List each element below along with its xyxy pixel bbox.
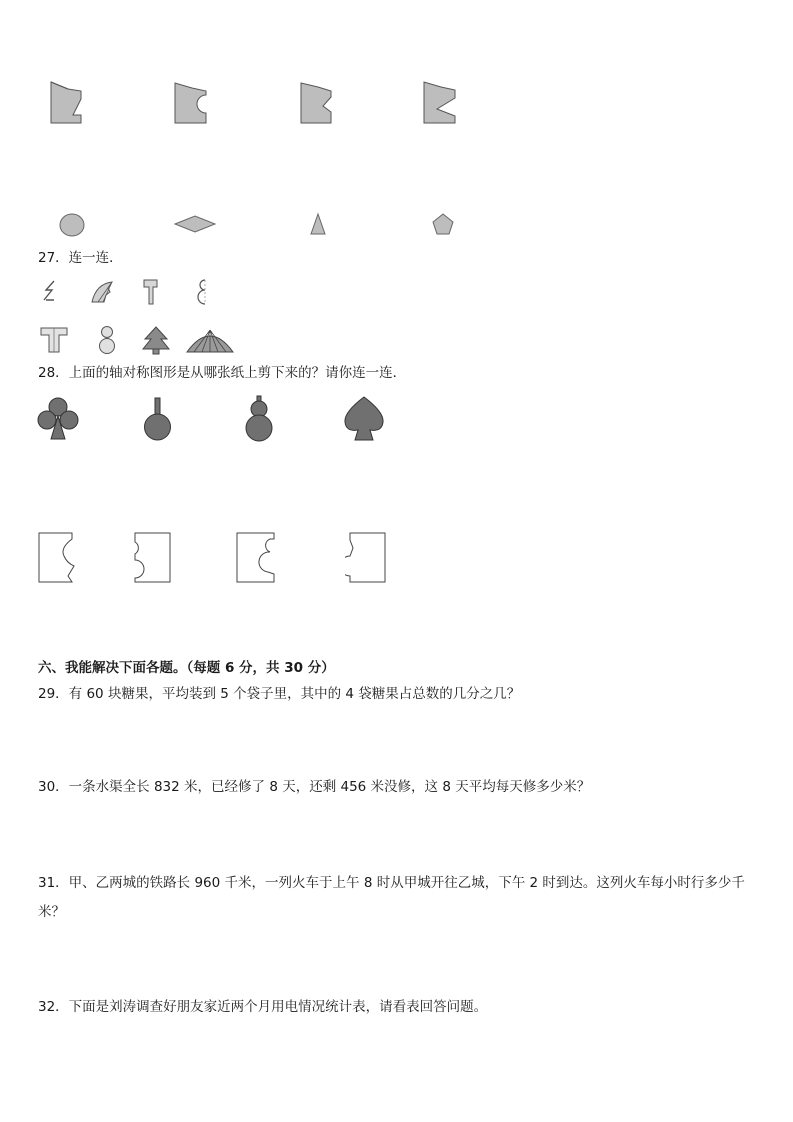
half-piece-snowman [193, 277, 209, 307]
gourd-shape [244, 394, 274, 444]
half-piece-umbrella [88, 278, 116, 306]
question-30: 30．一条水渠全长 832 米，已经修了 8 天，还剩 456 米没修，这 8 天平均每天修多少米？ [38, 779, 591, 795]
question-28: 28．上面的轴对称图形是从哪张纸上剪下来的？请你连一连． [38, 365, 407, 381]
section-6-title: 六、我能解决下面各题。（每题 6 分，共 30 分） [38, 660, 335, 676]
whole-snowman [95, 324, 119, 356]
pentagon-shape [431, 212, 455, 236]
question-29: 29．有 60 块糖果，平均装到 5 个袋子里，其中的 4 袋糖果占总数的几分之几？ [38, 686, 521, 702]
cut-paper-4 [345, 530, 389, 586]
question-31-line-2: 米？ [38, 904, 65, 920]
cut-paper-1 [36, 530, 80, 586]
folded-paper-3 [296, 78, 336, 126]
question-27: 27．连一连． [38, 250, 123, 266]
cut-paper-2 [130, 530, 174, 586]
diamond-shape [173, 214, 217, 234]
folded-paper-4 [419, 78, 459, 126]
whole-umbrella [184, 326, 236, 356]
whole-mushroom [38, 324, 70, 356]
spade-shape [340, 394, 388, 444]
ladle-shape [142, 396, 174, 444]
folded-paper-2 [170, 78, 210, 126]
club-shape [36, 396, 80, 442]
question-31-line-1: 31．甲、乙两城的铁路长 960 千米，一列火车于上午 8 时从甲城开往乙城，下午 2 时到达。这列火车每小时行多少千 [38, 875, 745, 891]
triangle-shape [308, 212, 328, 236]
cut-paper-3 [234, 530, 278, 586]
whole-tree [140, 324, 172, 356]
question-32: 32．下面是刘涛调查好朋友家近两个月用电情况统计表，请看表回答问题。 [38, 999, 488, 1015]
half-piece-zigzag [40, 278, 60, 306]
folded-paper-1 [46, 78, 86, 126]
circle-shape [58, 212, 86, 238]
half-piece-mushroom [141, 277, 161, 307]
